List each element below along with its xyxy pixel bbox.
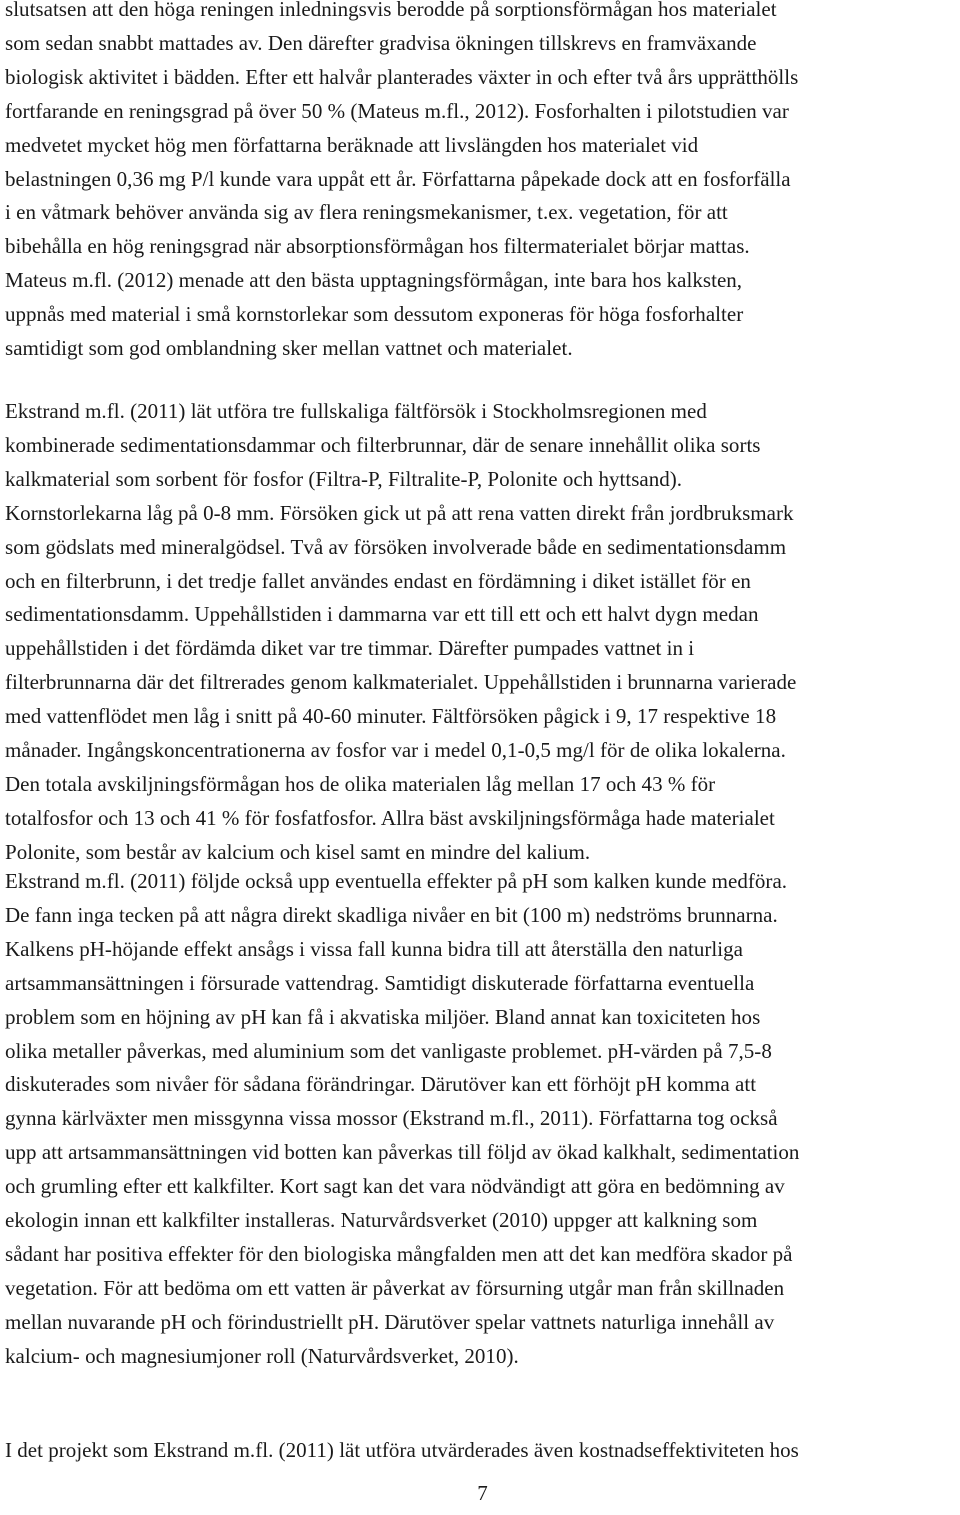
text-line: De fann inga tecken på att några direkt skadliga nivåer en bit (100 m) nedströms brunnarna.	[5, 902, 778, 927]
text-line: vegetation. För att bedöma om ett vatten är påverkat av försurning utgår man från skillnaden	[5, 1275, 785, 1300]
text-line: samtidigt som god omblandning sker mellan vattnet och materialet.	[5, 336, 573, 361]
text-line: problem som en höjning av pH kan få i akvatiska miljöer. Bland annat kan toxiciteten hos	[5, 1004, 761, 1029]
page-number: 7	[477, 1481, 488, 1505]
text-line: kalkmaterial som sorbent för fosfor (Filtra-P, Filtralite-P, Polonite och hyttsand).	[5, 466, 683, 491]
text-line: med vattenflödet men låg i snitt på 40-60 minuter. Fältförsöken pågick i 9, 17 respektive 18	[5, 704, 777, 729]
text-line: artsammansättningen i försurade vattendrag. Samtidigt diskuterade författarna eventuella	[5, 970, 755, 995]
text-line: biologisk aktivitet i bädden. Efter ett halvår planterades växter in och efter två års upprätthölls	[5, 64, 799, 89]
text-line: Ekstrand m.fl. (2011) lät utföra tre fullskaliga fältförsök i Stockholmsregionen med	[5, 399, 707, 423]
text-line: ekologin innan ett kalkfilter installeras. Naturvårdsverket (2010) uppger att kalkning som	[5, 1208, 758, 1233]
text-line: mellan nuvarande pH och förindustriellt pH. Därutöver spelar vattnets naturliga innehåll av	[5, 1309, 775, 1334]
text-line: kalcium- och magnesiumjoner roll (Naturvårdsverket, 2010).	[5, 1343, 519, 1368]
text-line: kombinerade sedimentationsdammar och filterbrunnar, där de senare innehållit olika sorts	[5, 432, 761, 457]
document-page	[5, 0, 960, 1515]
paragraph-4	[5, 1434, 799, 1468]
text-line: Ekstrand m.fl. (2011) följde också upp eventuella effekter på pH som kalken kunde medföra.	[5, 869, 788, 893]
text-line: uppnås med material i små kornstorlekar som dessutom exponeras för höga fosforhalter	[5, 302, 744, 327]
text-line: uppehållstiden i det fördämda diket var tre timmar. Därefter pumpades vattnet in i	[5, 636, 695, 661]
text-line: fortfarande en reningsgrad på över 50 % (Mateus m.fl., 2012). Fosforhalten i pilotstudien var	[5, 98, 789, 123]
text-line: diskuterades som nivåer för sådana förändringar. Därutöver kan ett förhöjt pH komma att	[5, 1072, 757, 1097]
text-line: belastningen 0,36 mg P/l kunde vara uppåt ett år. Författarna påpekade dock att en fosforfälla	[5, 166, 791, 191]
text-line: månader. Ingångskoncentrationerna av fosfor var i medel 0,1-0,5 mg/l för de olika lokalerna.	[5, 738, 786, 763]
text-line: Mateus m.fl. (2012) menade att den bästa upptagningsförmågan, inte bara hos kalksten,	[5, 268, 743, 293]
text-line: Kalkens pH-höjande effekt ansågs i vissa fall kunna bidra till att återställa den naturliga	[5, 936, 743, 961]
paragraph-2	[5, 395, 796, 870]
text-line: och en filterbrunn, i det tredje fallet användes endast en fördämning i diket istället för en	[5, 568, 751, 593]
text-line: Den totala avskiljningsförmågan hos de olika materialen låg mellan 17 och 43 % för	[5, 771, 716, 796]
text-line: som sedan snabbt mattades av. Den därefter gradvisa ökningen tillskrevs en framväxande	[5, 30, 757, 55]
text-line: I det projekt som Ekstrand m.fl. (2011) lät utföra utvärderades även kostnadseffektiviteten hos	[5, 1438, 799, 1462]
text-line: Kornstorlekarna låg på 0-8 mm. Försöken gick ut på att rena vatten direkt från jordbruksmark	[5, 500, 794, 525]
text-line: och grumling efter ett kalkfilter. Kort sagt kan det vara nödvändigt att göra en bedömning av	[5, 1174, 785, 1199]
text-line: filterbrunnarna där det filtrerades genom kalkmaterialet. Uppehållstiden i brunnarna varierade	[5, 670, 797, 695]
text-line: Polonite, som består av kalcium och kisel samt en mindre del kalium.	[5, 839, 591, 864]
paragraph-1	[5, 0, 798, 366]
text-line: bibehålla en hög reningsgrad när absorptionsförmågan hos filtermaterialet börjar mattas.	[5, 234, 750, 259]
text-line: sådant har positiva effekter för den biologiska mångfalden men att det kan medföra skador på	[5, 1241, 793, 1266]
text-line: medvetet mycket hög men författarna beräknade att livslängden hos materialet vid	[5, 132, 699, 157]
text-line: i en våtmark behöver använda sig av flera reningsmekanismer, t.ex. vegetation, för att	[5, 200, 728, 225]
text-line: slutsatsen att den höga reningen inledningsvis berodde på sorptionsförmågan hos materialet	[5, 0, 777, 21]
text-line: upp att artsammansättningen vid botten kan påverkas till följd av ökad kalkhalt, sedimentation	[5, 1140, 800, 1165]
text-line: sedimentationsdamm. Uppehållstiden i dammarna var ett till ett och ett halvt dygn medan	[5, 602, 759, 627]
text-line: olika metaller påverkas, med aluminium som det vanligaste problemet. pH-värden på 7,5-8	[5, 1038, 772, 1063]
text-line: gynna kärlväxter men missgynna vissa mossor (Ekstrand m.fl., 2011). Författarna tog också	[5, 1106, 778, 1131]
paragraph-3	[5, 865, 799, 1374]
text-line: totalfosfor och 13 och 41 % för fosfatfosfor. Allra bäst avskiljningsförmåga hade materialet	[5, 805, 775, 830]
text-line: som gödslats med mineralgödsel. Två av försöken involverade både en sedimentationsdamm	[5, 534, 787, 559]
